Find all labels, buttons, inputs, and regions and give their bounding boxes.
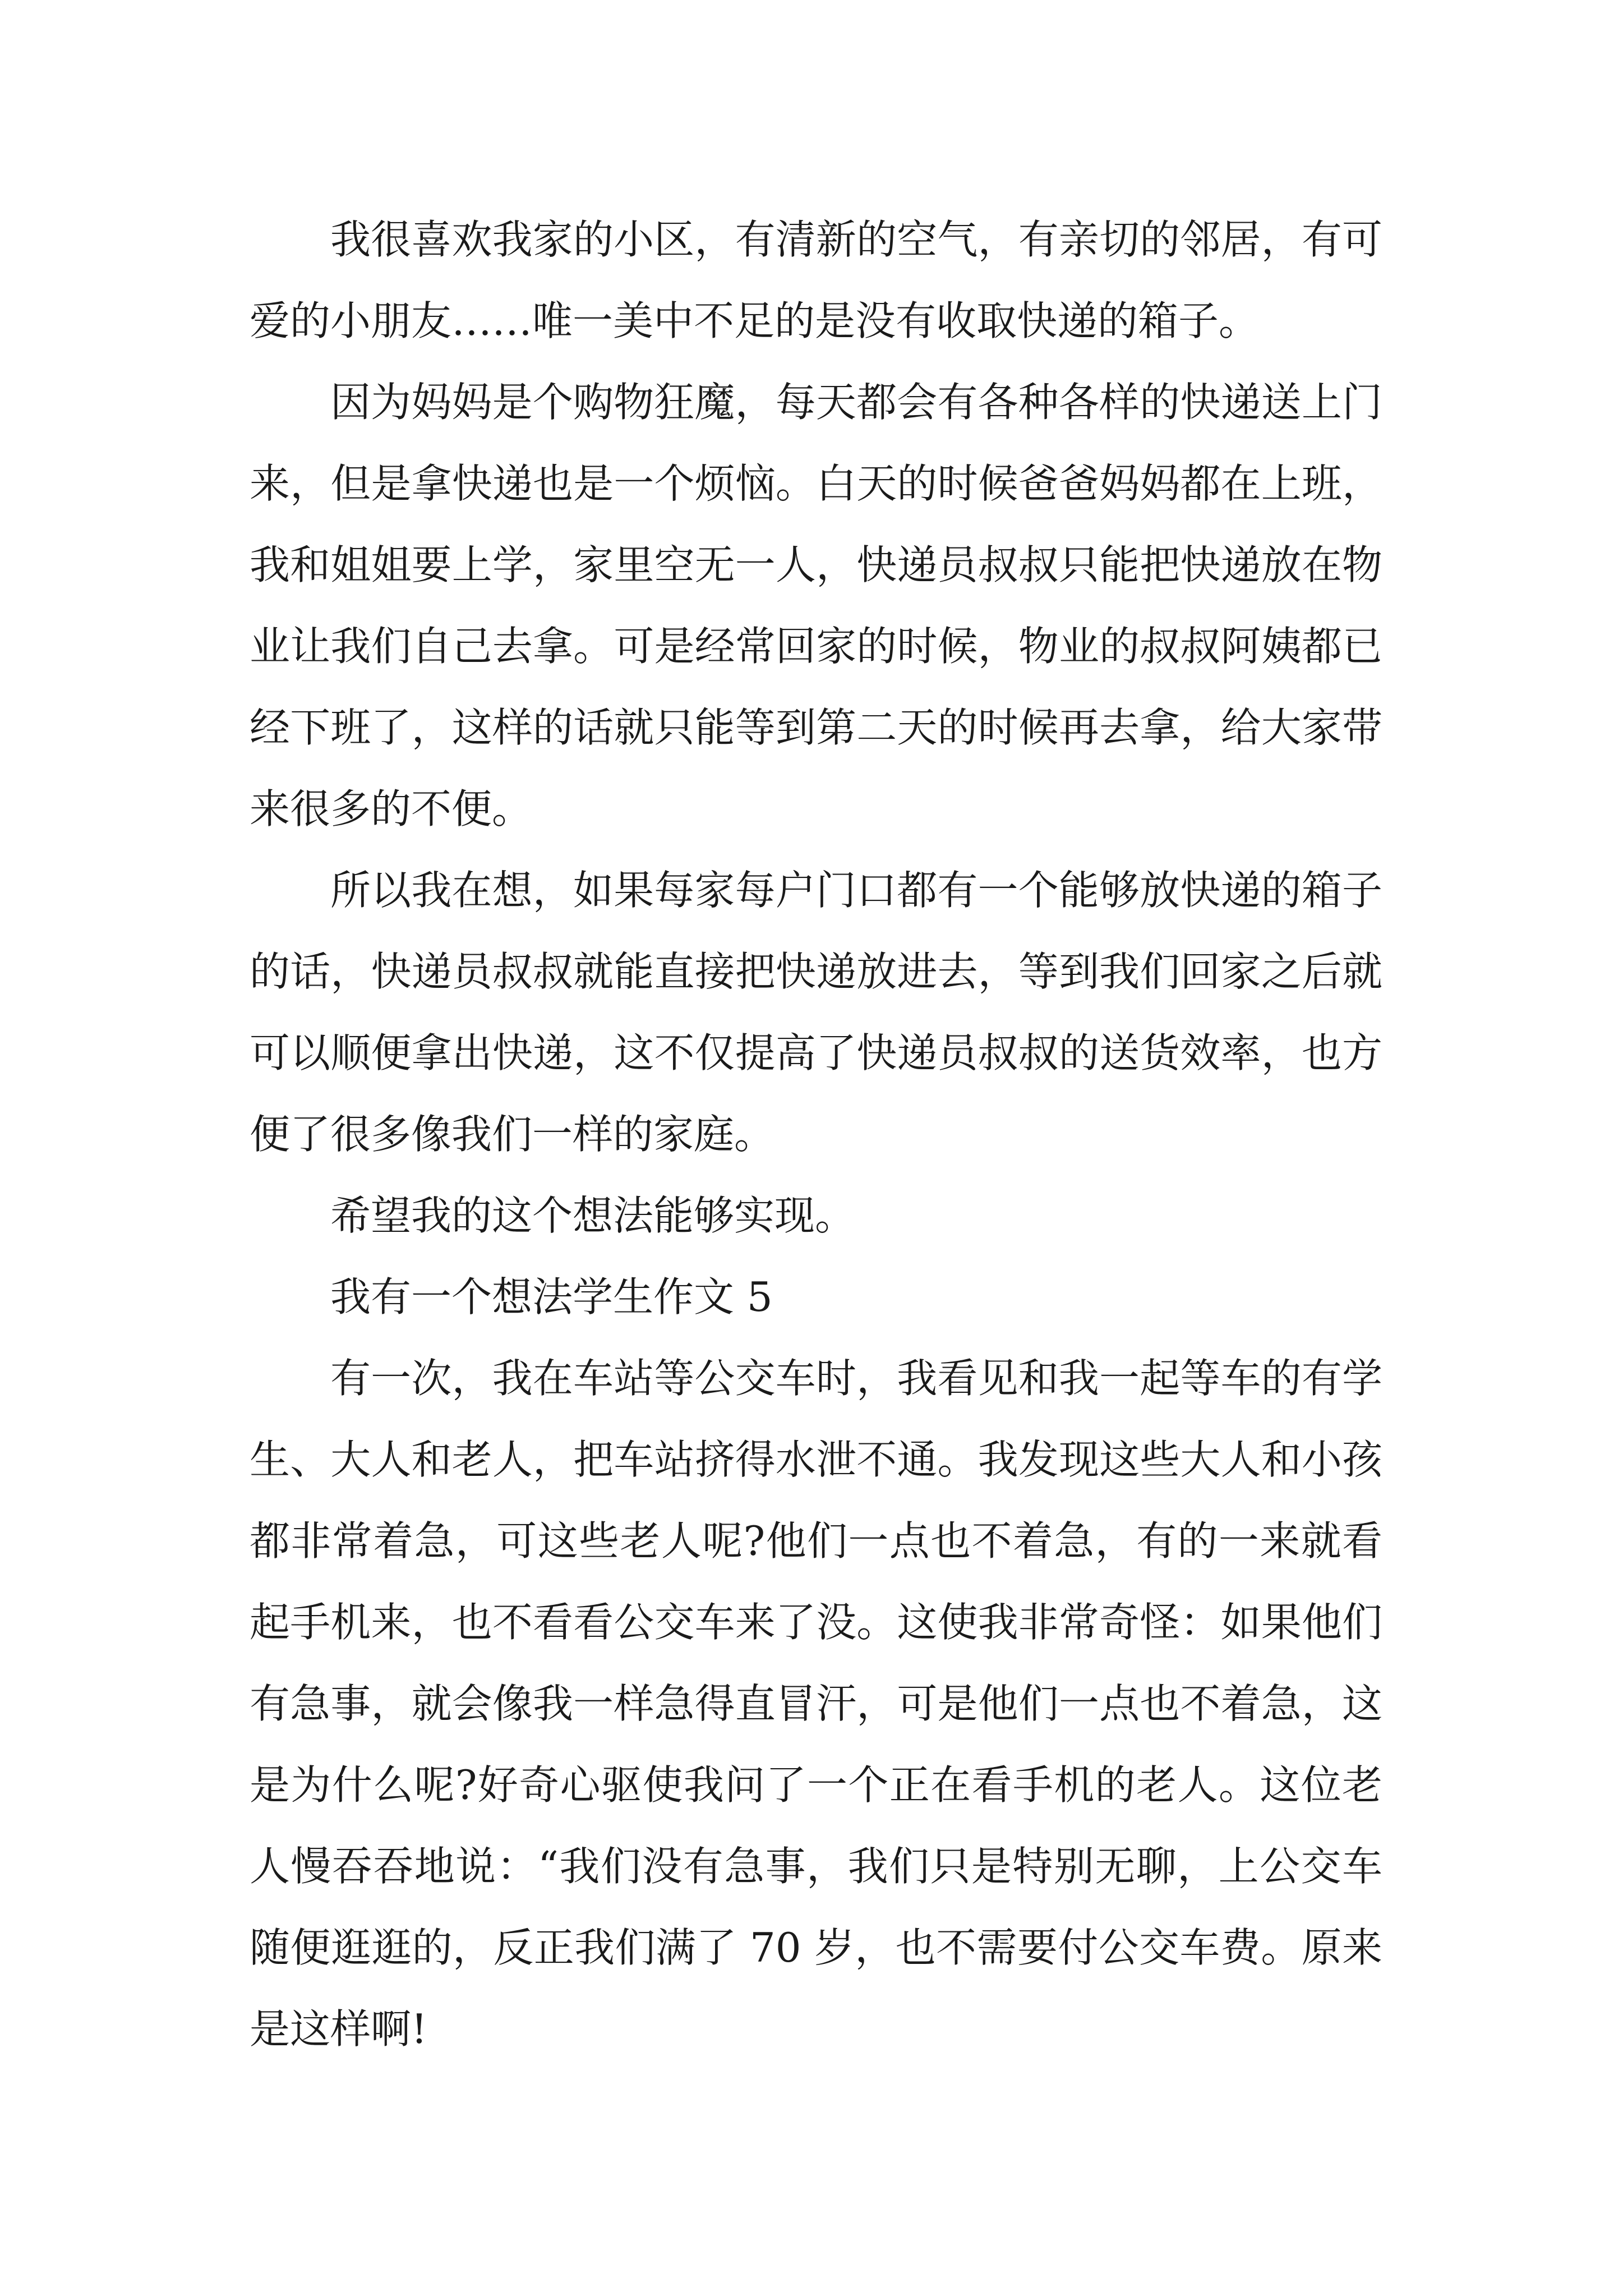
essay-heading: 我有一个想法学生作文 5 bbox=[330, 1273, 773, 1320]
paragraph-1: 我很喜欢我家的小区，有清新的空气，有亲切的邻居，有可爱的小朋友……唯一美中不足的是没有收取快递的箱子。 bbox=[250, 216, 1382, 344]
document-body bbox=[250, 199, 1382, 2070]
paragraph-5: 有一次，我在车站等公交车时，我看见和我一起等车的有学生、大人和老人，把车站挤得水泄不通。我发现这些大人和小孩都非常着急，可这些老人呢?他们一点也不着急，有的一来就看起手机来，也不看看公交车来了没。这使我非常奇怪：如果他们有急事，就会像我一样急得直冒汗，可是他们一点也不着急，这是为什么呢?好奇心驱使我问了一个正在看手机的老人。这位老人慢吞吞地说：“我们没有急事，我们只是特别无聊，上公交车随便逛逛的，反正我们满了 70 岁，也不需要付公交车费。原来是这样啊! bbox=[250, 1355, 1382, 2053]
paragraph-2: 因为妈妈是个购物狂魔，每天都会有各种各样的快递送上门来，但是拿快递也是一个烦恼。白天的时候爸爸妈妈都在上班，我和姐姐要上学，家里空无一人，快递员叔叔只能把快递放在物业让我们自己去拿。可是经常回家的时候，物业的叔叔阿姨都已经下班了，这样的话就只能等到第二天的时候再去拿，给大家带来很多的不便。 bbox=[250, 379, 1382, 832]
paragraph-4: 希望我的这个想法能够实现。 bbox=[330, 1192, 856, 1239]
paragraph-3: 所以我在想，如果每家每户门口都有一个能够放快递的箱子的话，快递员叔叔就能直接把快递放进去，等到我们回家之后就可以顺便拿出快递，这不仅提高了快递员叔叔的送货效率，也方便了很多像我们一样的家庭。 bbox=[250, 867, 1382, 1158]
